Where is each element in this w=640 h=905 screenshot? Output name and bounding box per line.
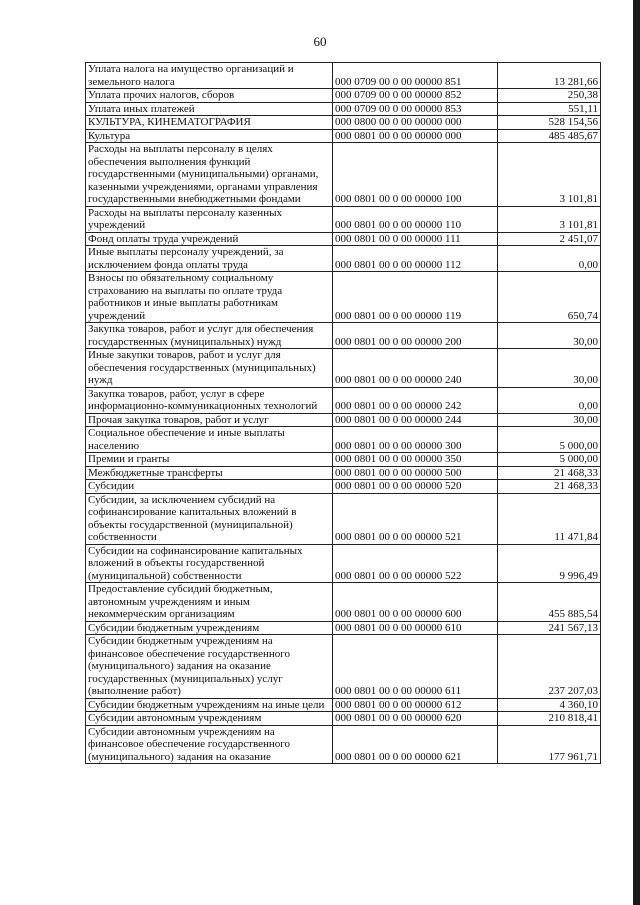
table-row [86, 129, 601, 143]
table-row [86, 143, 601, 207]
amount-cell: 2 451,07 [498, 232, 601, 246]
amount-cell: 551,11 [498, 102, 601, 116]
table-row [86, 246, 601, 272]
budget-code-cell: 000 0801 00 0 00 00000 610 [333, 621, 498, 635]
table-row [86, 413, 601, 427]
amount-cell: 5 000,00 [498, 453, 601, 467]
expense-name-cell: Субсидии на софинансирование капитальных вложений в объекты государственной (муниципальной) собственности [86, 544, 333, 583]
expense-name-cell: Закупка товаров, работ и услуг для обеспечения государственных (муниципальных) нужд [86, 323, 333, 349]
amount-cell: 4 360,10 [498, 698, 601, 712]
table-row [86, 493, 601, 544]
budget-code-cell: 000 0801 00 0 00 00000 621 [333, 725, 498, 764]
budget-code-cell: 000 0709 00 0 00 00000 851 [333, 63, 498, 89]
table-row [86, 583, 601, 622]
amount-cell: 0,00 [498, 387, 601, 413]
amount-cell: 3 101,81 [498, 143, 601, 207]
expense-name-cell: Социальное обеспечение и иные выплаты населению [86, 427, 333, 453]
budget-code-cell: 000 0801 00 0 00 00000 110 [333, 206, 498, 232]
budget-code-cell: 000 0801 00 0 00 00000 112 [333, 246, 498, 272]
budget-code-cell: 000 0801 00 0 00 00000 612 [333, 698, 498, 712]
amount-cell: 5 000,00 [498, 427, 601, 453]
budget-code-cell: 000 0709 00 0 00 00000 853 [333, 102, 498, 116]
expense-name-cell: Субсидии [86, 480, 333, 494]
table-row [86, 349, 601, 388]
expense-name-cell: Субсидии автономным учреждениям на финансовое обеспечение государственного (муниципального) задания на оказание [86, 725, 333, 764]
amount-cell: 11 471,84 [498, 493, 601, 544]
budget-code-cell: 000 0801 00 0 00 00000 200 [333, 323, 498, 349]
table-row [86, 712, 601, 726]
amount-cell: 30,00 [498, 413, 601, 427]
budget-code-cell: 000 0801 00 0 00 00000 244 [333, 413, 498, 427]
table-row [86, 466, 601, 480]
amount-cell: 13 281,66 [498, 63, 601, 89]
budget-code-cell: 000 0801 00 0 00 00000 111 [333, 232, 498, 246]
amount-cell: 650,74 [498, 272, 601, 323]
amount-cell: 237 207,03 [498, 635, 601, 699]
amount-cell: 21 468,33 [498, 480, 601, 494]
budget-code-cell: 000 0801 00 0 00 00000 522 [333, 544, 498, 583]
table-row [86, 206, 601, 232]
amount-cell: 0,00 [498, 246, 601, 272]
amount-cell: 177 961,71 [498, 725, 601, 764]
table-row [86, 725, 601, 764]
expense-name-cell: Предоставление субсидий бюджетным, автономным учреждениям и иным некоммерческим организациям [86, 583, 333, 622]
table-row [86, 698, 601, 712]
expense-name-cell: Иные закупки товаров, работ и услуг для обеспечения государственных (муниципальных) нужд [86, 349, 333, 388]
amount-cell: 3 101,81 [498, 206, 601, 232]
budget-code-cell: 000 0801 00 0 00 00000 500 [333, 466, 498, 480]
budget-code-cell: 000 0801 00 0 00 00000 350 [333, 453, 498, 467]
budget-code-cell: 000 0800 00 0 00 00000 000 [333, 116, 498, 130]
amount-cell: 21 468,33 [498, 466, 601, 480]
table-row [86, 323, 601, 349]
budget-code-cell: 000 0801 00 0 00 00000 242 [333, 387, 498, 413]
budget-code-cell: 000 0801 00 0 00 00000 240 [333, 349, 498, 388]
table-row [86, 544, 601, 583]
amount-cell: 210 818,41 [498, 712, 601, 726]
expense-name-cell: Фонд оплаты труда учреждений [86, 232, 333, 246]
budget-table-body [86, 63, 601, 764]
amount-cell: 30,00 [498, 323, 601, 349]
expense-name-cell: Расходы на выплаты персоналу в целях обеспечения выполнения функций государственными (муниципальными) органами, казенными учреждениями, органами управления государственными внебюджетными фондами [86, 143, 333, 207]
amount-cell: 9 996,49 [498, 544, 601, 583]
budget-code-cell: 000 0801 00 0 00 00000 100 [333, 143, 498, 207]
budget-code-cell: 000 0801 00 0 00 00000 611 [333, 635, 498, 699]
expense-name-cell: Закупка товаров, работ, услуг в сфере информационно-коммуникационных технологий [86, 387, 333, 413]
table-row [86, 63, 601, 89]
table-row [86, 116, 601, 130]
budget-code-cell: 000 0801 00 0 00 00000 620 [333, 712, 498, 726]
table-row [86, 387, 601, 413]
expense-name-cell: Культура [86, 129, 333, 143]
budget-code-cell: 000 0801 00 0 00 00000 300 [333, 427, 498, 453]
table-row [86, 635, 601, 699]
expense-name-cell: Уплата иных платежей [86, 102, 333, 116]
expense-name-cell: Расходы на выплаты персоналу казенных учреждений [86, 206, 333, 232]
budget-code-cell: 000 0801 00 0 00 00000 000 [333, 129, 498, 143]
table-row [86, 232, 601, 246]
amount-cell: 241 567,13 [498, 621, 601, 635]
table-row [86, 480, 601, 494]
expense-name-cell: Иные выплаты персоналу учреждений, за исключением фонда оплаты труда [86, 246, 333, 272]
expense-name-cell: Прочая закупка товаров, работ и услуг [86, 413, 333, 427]
expense-name-cell: Уплата налога на имущество организаций и земельного налога [86, 63, 333, 89]
budget-code-cell: 000 0801 00 0 00 00000 521 [333, 493, 498, 544]
budget-code-cell: 000 0709 00 0 00 00000 852 [333, 89, 498, 103]
table-row [86, 453, 601, 467]
page-number: 60 [313, 34, 327, 49]
amount-cell: 528 154,56 [498, 116, 601, 130]
budget-code-cell: 000 0801 00 0 00 00000 520 [333, 480, 498, 494]
table-row [86, 89, 601, 103]
expense-name-cell: Взносы по обязательному социальному страхованию на выплаты по оплате труда работников и иные выплаты работникам учреждений [86, 272, 333, 323]
expense-name-cell: Субсидии, за исключением субсидий на софинансирование капитальных вложений в объекты государственной (муниципальной) собственности [86, 493, 333, 544]
amount-cell: 30,00 [498, 349, 601, 388]
budget-code-cell: 000 0801 00 0 00 00000 119 [333, 272, 498, 323]
table-row [86, 621, 601, 635]
expense-name-cell: Субсидии бюджетным учреждениям [86, 621, 333, 635]
amount-cell: 250,38 [498, 89, 601, 103]
expense-name-cell: Премии и гранты [86, 453, 333, 467]
table-row [86, 102, 601, 116]
budget-code-cell: 000 0801 00 0 00 00000 600 [333, 583, 498, 622]
expense-name-cell: Субсидии автономным учреждениям [86, 712, 333, 726]
expense-name-cell: КУЛЬТУРА, КИНЕМАТОГРАФИЯ [86, 116, 333, 130]
expense-name-cell: Субсидии бюджетным учреждениям на финансовое обеспечение государственного (муниципального) задания на оказание государственных (муниципальных) услуг (выполнение работ) [86, 635, 333, 699]
amount-cell: 455 885,54 [498, 583, 601, 622]
scan-edge-border [633, 0, 640, 905]
amount-cell: 485 485,67 [498, 129, 601, 143]
expense-name-cell: Уплата прочих налогов, сборов [86, 89, 333, 103]
expense-name-cell: Субсидии бюджетным учреждениям на иные цели [86, 698, 333, 712]
table-row [86, 272, 601, 323]
table-row [86, 427, 601, 453]
budget-table [85, 62, 601, 764]
expense-name-cell: Межбюджетные трансферты [86, 466, 333, 480]
